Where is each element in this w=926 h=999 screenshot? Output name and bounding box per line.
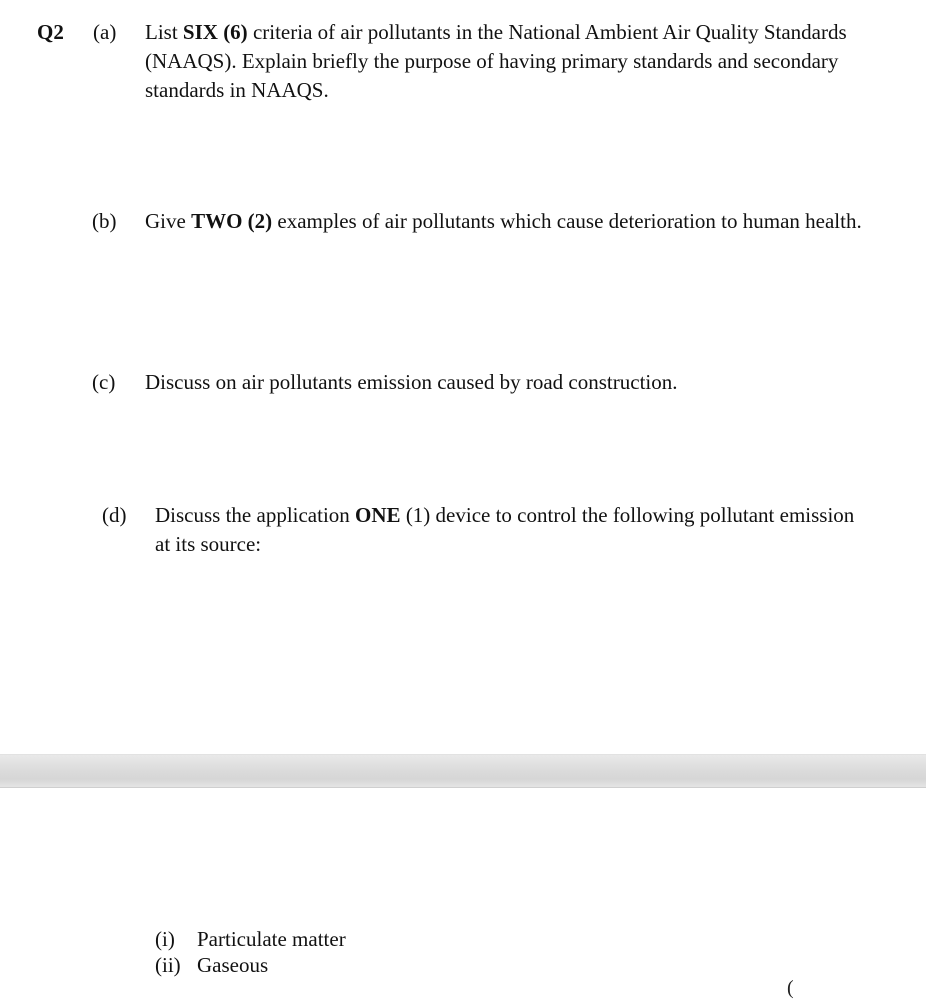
sub-item <box>155 926 346 952</box>
part-d-label: (d) <box>102 503 127 527</box>
sub-item <box>155 952 346 978</box>
sub-item-text: Particulate matter <box>197 927 346 951</box>
part-b-text-1: Give <box>145 209 192 233</box>
part-b-text-2: examples of air pollutants which cause deterioration to human health. <box>272 209 862 233</box>
part-a-text-1: List <box>145 20 183 44</box>
part-a-bold: SIX (6) <box>182 20 248 44</box>
sub-item-text: Gaseous <box>197 953 269 977</box>
part-b-bold: TWO (2) <box>191 209 273 233</box>
part-c-label: (c) <box>92 370 116 394</box>
part-a-text-2: criteria of air pollutants in the National Ambient Air Quality Standards (NAAQS). Explain briefly the purpose of having primary standards and secondary standards in NAAQS. <box>145 20 847 102</box>
part-d-text-1: Discuss the application <box>155 503 356 527</box>
page-break-divider <box>0 754 926 788</box>
part-b-label: (b) <box>92 209 117 233</box>
sub-item-number: (ii) <box>155 953 181 977</box>
part-a-label: (a) <box>93 20 117 44</box>
part-d-bold: ONE <box>355 503 401 527</box>
stray-parenthesis-mark: ( <box>787 977 794 999</box>
question-number: Q2 <box>37 20 64 44</box>
part-c-text-1: Discuss on air pollutants emission caused by road construction. <box>145 370 678 394</box>
sub-item-list <box>155 926 346 978</box>
part-d-text <box>155 501 855 559</box>
part-b-text <box>145 207 880 236</box>
sub-item-number: (i) <box>155 927 175 951</box>
part-d-text-2: (1) device to control the following pollutant emission at its source: <box>155 503 855 556</box>
part-a-text <box>145 18 880 105</box>
part-c-text <box>145 368 880 397</box>
